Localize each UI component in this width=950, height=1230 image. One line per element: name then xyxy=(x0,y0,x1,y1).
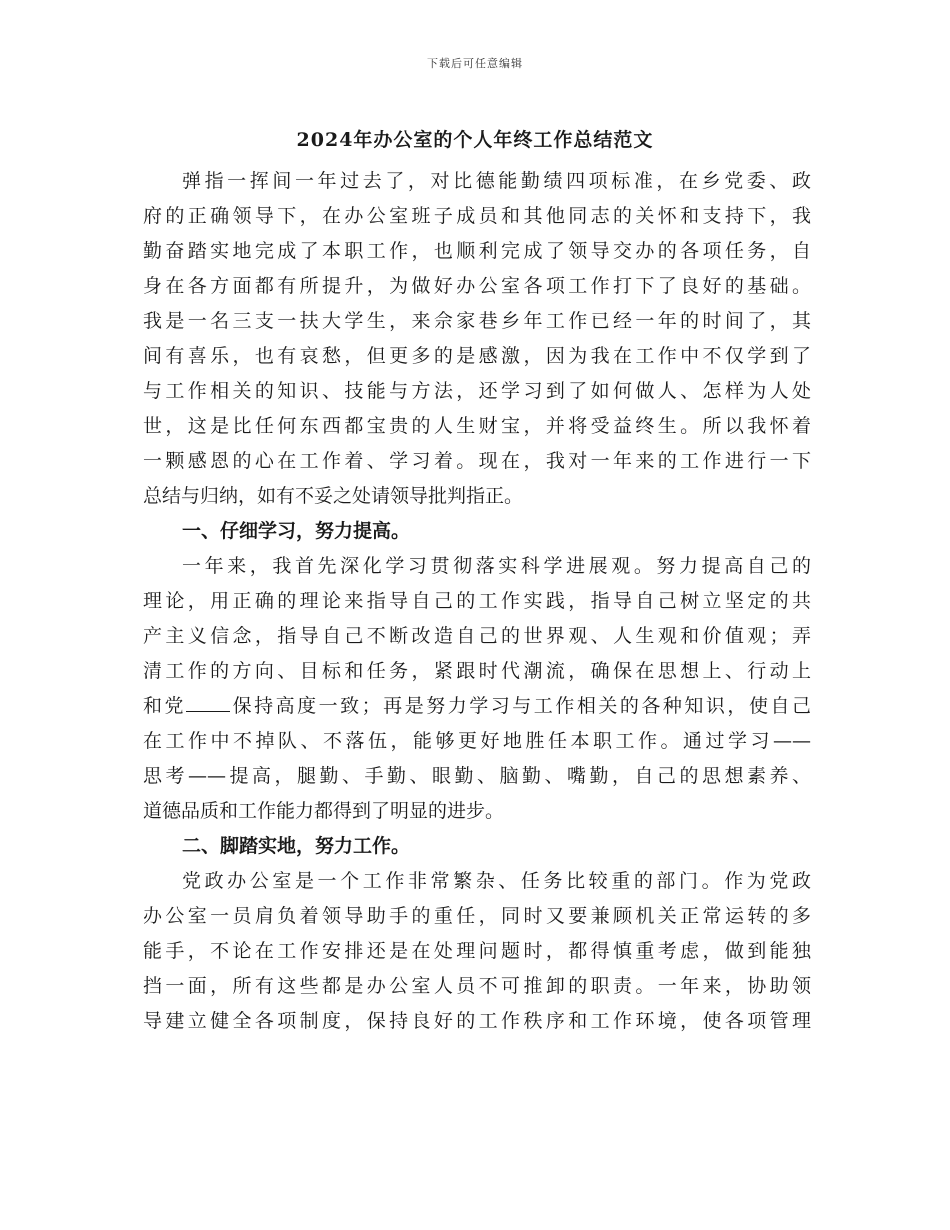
document-body xyxy=(143,164,811,1039)
paragraph-line: 府的正确领导下，在办公室班子成员和其他同志的关怀和支持下，我 xyxy=(143,205,811,227)
paragraph-line: 我是一名三支一扶大学生，来佘家巷乡年工作已经一年的时间了，其 xyxy=(143,310,811,332)
paragraph-line: 弹指一挥间一年过去了，对比德能勤绩四项标准，在乡党委、政 xyxy=(182,170,811,192)
paragraph-line: 在工作中不掉队、不落伍，能够更好地胜任本职工作。通过学习—— xyxy=(143,730,811,752)
paragraph-line: 道德品质和工作能力都得到了明显的进步。 xyxy=(143,800,505,822)
paragraph-line: 世，这是比任何东西都宝贵的人生财宝，并将受益终生。所以我怀着 xyxy=(143,415,811,437)
paragraph-line: 勤奋踏实地完成了本职工作，也顺利完成了领导交办的各项任务，自 xyxy=(143,240,811,262)
document-title: 2024年办公室的个人年终工作总结范文 xyxy=(296,129,654,151)
paragraph-line: 一颗感恩的心在工作着、学习着。现在，我对一年来的工作进行一下 xyxy=(143,450,811,472)
paragraph-line: 产主义信念，指导自己不断改造自己的世界观、人生观和价值观；弄 xyxy=(143,625,811,647)
section-heading: 二、脚踏实地，努力工作。 xyxy=(182,835,411,857)
paragraph-line-with-blank xyxy=(143,689,811,724)
paragraph-line: 清工作的方向、目标和任务，紧跟时代潮流，确保在思想上、行动上 xyxy=(143,660,811,682)
section-heading: 一、仔细学习，努力提高。 xyxy=(182,520,411,542)
header-note: 下载后可任意编辑 xyxy=(427,57,523,70)
paragraph-line: 党政办公室是一个工作非常繁杂、任务比较重的部门。作为党政 xyxy=(182,870,811,892)
paragraph-line: 间有喜乐，也有哀愁，但更多的是感激，因为我在工作中不仅学到了 xyxy=(143,345,811,367)
paragraph-line: 一年来，我首先深化学习贯彻落实科学进展观。努力提高自己的 xyxy=(182,555,811,577)
blank-line-before: 和党 xyxy=(143,695,187,717)
paragraph-line: 与工作相关的知识、技能与方法，还学习到了如何做人、怎样为人处 xyxy=(143,380,811,402)
paragraph-line: 总结与归纳，如有不妥之处请领导批判指正。 xyxy=(143,485,524,507)
paragraph-line: 理论，用正确的理论来指导自己的工作实践，指导自己树立坚定的共 xyxy=(143,590,811,612)
paragraph-line: 办公室一员肩负着领导助手的重任，同时又要兼顾机关正常运转的多 xyxy=(143,905,811,927)
paragraph-line: 思考——提高，腿勤、手勤、眼勤、脑勤、嘴勤，自己的思想素养、 xyxy=(143,765,811,787)
blank-line-after: 保持高度一致；再是努力学习与工作相关的各种知识，使自己 xyxy=(230,695,811,717)
fill-in-blank xyxy=(186,697,230,712)
paragraph-line: 能手，不论在工作安排还是在处理问题时，都得慎重考虑，做到能独 xyxy=(143,940,811,962)
paragraph-line: 挡一面，所有这些都是办公室人员不可推卸的职责。一年来，协助领 xyxy=(143,975,811,997)
paragraph-line: 身在各方面都有所提升，为做好办公室各项工作打下了良好的基础。 xyxy=(143,275,811,297)
paragraph-line: 导建立健全各项制度，保持良好的工作秩序和工作环境，使各项管理 xyxy=(143,1010,811,1032)
